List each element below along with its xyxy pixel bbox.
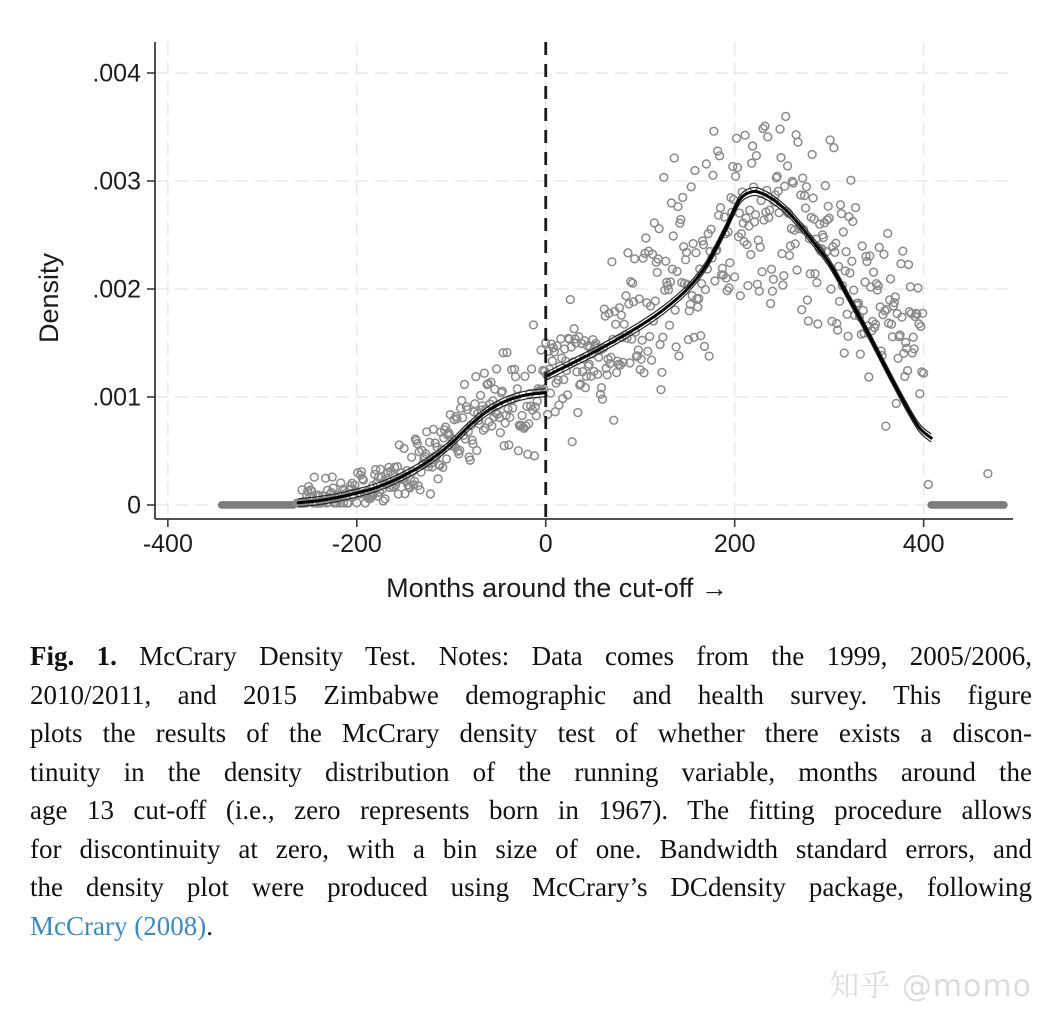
scatter-point (638, 336, 646, 344)
scatter-point (769, 287, 777, 295)
scatter-point (747, 251, 755, 259)
scatter-point (639, 254, 647, 262)
scatter-point (377, 465, 385, 473)
scatter-point (914, 284, 922, 292)
scatter-point (847, 176, 855, 184)
scatter-point (794, 138, 802, 146)
scatter-point (760, 216, 768, 224)
scatter-point (496, 429, 504, 437)
scatter-point (897, 260, 905, 268)
scatter-point (924, 481, 932, 489)
scatter-point (673, 268, 681, 276)
scatter-point (513, 385, 521, 393)
scatter-point (764, 133, 772, 141)
x-tick-label: 200 (713, 530, 756, 558)
fit-curve-right (546, 191, 932, 438)
scatter-point (884, 230, 892, 238)
scatter-point (518, 412, 526, 420)
scatter-point (710, 127, 718, 135)
scatter-point (644, 347, 652, 355)
scatter-point (472, 373, 480, 381)
scatter-point (782, 113, 790, 121)
y-tick-label: 0 (127, 491, 141, 520)
scatter-point (776, 125, 784, 133)
scatter-point (827, 285, 835, 293)
scatter-point (779, 281, 787, 289)
scatter-point (674, 203, 682, 211)
scatter-point (658, 368, 666, 376)
y-tick-label: .004 (92, 59, 141, 88)
caption-text: McCrary Density Test. Notes: Data comes from the 1999, 2005/2006, (116, 641, 1032, 671)
scatter-point (726, 259, 734, 267)
scatter-point (408, 453, 416, 461)
scatter-point (838, 210, 846, 218)
scatter-point (701, 343, 709, 351)
scatter-point (574, 409, 582, 417)
scatter-point (655, 225, 663, 233)
scatter-point (648, 356, 656, 364)
scatter-point (653, 268, 661, 276)
scatter-point (843, 310, 851, 318)
scatter-point (662, 257, 670, 265)
scatter-point (826, 136, 834, 144)
scatter-point (813, 279, 821, 287)
scatter-point (610, 416, 618, 424)
scatter-point (875, 243, 883, 251)
scatter-point (547, 389, 555, 397)
scatter-point (814, 320, 822, 328)
scatter-point (870, 268, 878, 276)
x-axis-title: Months around the cut-off → (386, 573, 728, 603)
zero-density-band (218, 501, 297, 509)
caption-line: 2010/2011, and 2015 Zimbabwe demographic and health survey. This figure (30, 679, 1032, 710)
scatter-point (694, 303, 702, 311)
scatter-point (777, 154, 785, 162)
caption-line: the density plot were produced using McCrary’s DCdensity package, following (30, 872, 1032, 902)
figure-label: Fig. 1. (30, 641, 117, 671)
x-tick-label: 0 (538, 530, 553, 558)
scatter-point (828, 317, 836, 325)
caption-line (30, 637, 1032, 676)
scatter-point (751, 218, 759, 226)
scatter-point (530, 321, 538, 329)
scatter-point (842, 248, 850, 256)
scatter-point (880, 250, 888, 258)
y-tick-label: .002 (92, 275, 141, 304)
scatter-point (660, 173, 668, 181)
scatter-point (631, 255, 639, 263)
citation-link[interactable]: McCrary (2008) (30, 910, 207, 941)
figure-caption (30, 637, 1032, 945)
scatter-point (752, 211, 760, 219)
scatter-point (659, 333, 667, 341)
scatter-point (471, 400, 479, 408)
scatter-point (427, 490, 435, 498)
scatter-point (836, 297, 844, 305)
scatter-point (537, 346, 545, 354)
scatter-point (830, 144, 838, 152)
scatter-point (811, 270, 819, 278)
scatter-point (887, 275, 895, 283)
scatter-point (808, 151, 816, 159)
scatter-point (899, 247, 907, 255)
scatter-point (651, 297, 659, 305)
caption-line: tinuity in the density distribution of the running variable, months around the (30, 756, 1032, 787)
scatter-point (852, 204, 860, 212)
zero-density-band (927, 501, 1007, 509)
scatter-point (803, 183, 811, 191)
scatter-point (778, 250, 786, 258)
scatter-point (570, 325, 578, 333)
scatter-point (548, 357, 556, 365)
x-tick-label: -200 (331, 530, 382, 558)
scatter-point (461, 381, 469, 389)
scatter-point (692, 249, 700, 257)
scatter-point (689, 240, 697, 248)
scatter-point (741, 131, 749, 139)
scatter-point (509, 404, 517, 412)
scatter-point (907, 283, 915, 291)
scatter-point (568, 438, 576, 446)
scatter-point (850, 286, 858, 294)
scatter-point (566, 296, 574, 304)
caption-line: age 13 cut-off (i.e., zero represents born in 1967). The fitting procedure allows (30, 795, 1032, 825)
scatter-point (443, 455, 451, 463)
x-tick-label: -400 (142, 530, 193, 558)
scatter-point (846, 269, 854, 277)
scatter-point (732, 172, 740, 180)
scatter-point (620, 320, 628, 328)
scatter-point (716, 152, 724, 160)
scatter-point (434, 475, 442, 483)
scatter-point (512, 373, 520, 381)
scatter-point (749, 142, 757, 150)
scatter-point (865, 373, 873, 381)
scatter-point (781, 182, 789, 190)
caption-line: plots the results of the McCrary density test of whether there exists a discon- (30, 718, 1032, 748)
scatter-point (702, 160, 710, 168)
scatter-point (473, 447, 481, 455)
scatter-point (612, 320, 620, 328)
scatter-point (809, 194, 817, 202)
caption-text: . (206, 910, 213, 941)
scatter-point (784, 162, 792, 170)
scatter-point (381, 495, 389, 503)
scatter-point (642, 234, 650, 242)
scatter-point (679, 194, 687, 202)
scatter-point (625, 300, 633, 308)
scatter-point (670, 154, 678, 162)
scatter-point (687, 183, 695, 191)
scatter-point (780, 272, 788, 280)
scatter-point (528, 365, 536, 373)
scatter-point (804, 317, 812, 325)
scatter-point (844, 332, 852, 340)
scatter-point (711, 277, 719, 285)
scatter-point (705, 352, 713, 360)
scatter-point (560, 376, 568, 384)
scatter-point (657, 386, 665, 394)
scatter-point (617, 311, 625, 319)
scatter-point (717, 204, 725, 212)
scatter-point (691, 167, 699, 175)
scatter-point (858, 242, 866, 250)
scatter-point (477, 392, 485, 400)
scatter-point (709, 171, 717, 179)
scatter-point (748, 159, 756, 167)
caption-line: for discontinuity at zero, with a bin size of one. Bandwidth standard errors, and (30, 833, 1032, 864)
scatter-point (824, 202, 832, 210)
scatter-point (557, 335, 565, 343)
scatter-point (856, 350, 864, 358)
scatter-point (791, 240, 799, 248)
scatter-point (909, 333, 917, 341)
scatter-point (514, 447, 522, 455)
scatter-point (767, 300, 775, 308)
scatter-point (668, 265, 676, 273)
scatter-point (848, 257, 856, 265)
scatter-point (787, 242, 795, 250)
scatter-point (379, 497, 387, 505)
scatter-point (753, 152, 761, 160)
scatter-point (613, 369, 621, 377)
scatter-point (646, 333, 654, 341)
scatter-point (841, 267, 849, 275)
scatter-point (839, 228, 847, 236)
scatter-point (786, 252, 794, 260)
scatter-point (821, 182, 829, 190)
scatter-point (859, 307, 867, 315)
scatter-point (622, 292, 630, 300)
scatter-point (798, 306, 806, 314)
scatter-point (792, 131, 800, 139)
scatter-point (714, 147, 722, 155)
y-tick-label: .001 (92, 383, 141, 412)
caption-line (30, 907, 1032, 946)
scatter-point (310, 473, 318, 481)
scatter-point (840, 349, 848, 357)
scatter-point (770, 275, 778, 283)
scatter-point (505, 441, 513, 449)
scatter-point (804, 296, 812, 304)
scatter-point (758, 268, 766, 276)
y-axis-title: Density (34, 252, 64, 344)
scatter-point (802, 204, 810, 212)
scatter-point (669, 232, 677, 240)
scatter-point (480, 369, 488, 377)
watermark: 知乎 @momo (829, 969, 1032, 1004)
scatter-point (675, 352, 683, 360)
scatter-point (736, 292, 744, 300)
scatter-point (624, 249, 632, 257)
scatter-point (825, 214, 833, 222)
scatter-point (984, 470, 992, 478)
scatter-point (733, 134, 741, 142)
scatter-point (532, 412, 540, 420)
scatter-point (837, 201, 845, 209)
scatter-point (905, 261, 913, 269)
scatter-point (521, 372, 529, 380)
scatter-point (882, 422, 890, 430)
scatter-point (793, 266, 801, 274)
scatter-point (672, 343, 680, 351)
scatter-point (493, 365, 501, 373)
scatter-point (761, 122, 769, 130)
x-tick-label: 400 (902, 530, 945, 558)
y-tick-label: .003 (92, 167, 141, 196)
scatter-point (666, 321, 674, 329)
scatter-point (682, 256, 690, 264)
scatter-point (892, 400, 900, 408)
scatter-point (608, 258, 616, 266)
scatter-point (768, 265, 776, 273)
